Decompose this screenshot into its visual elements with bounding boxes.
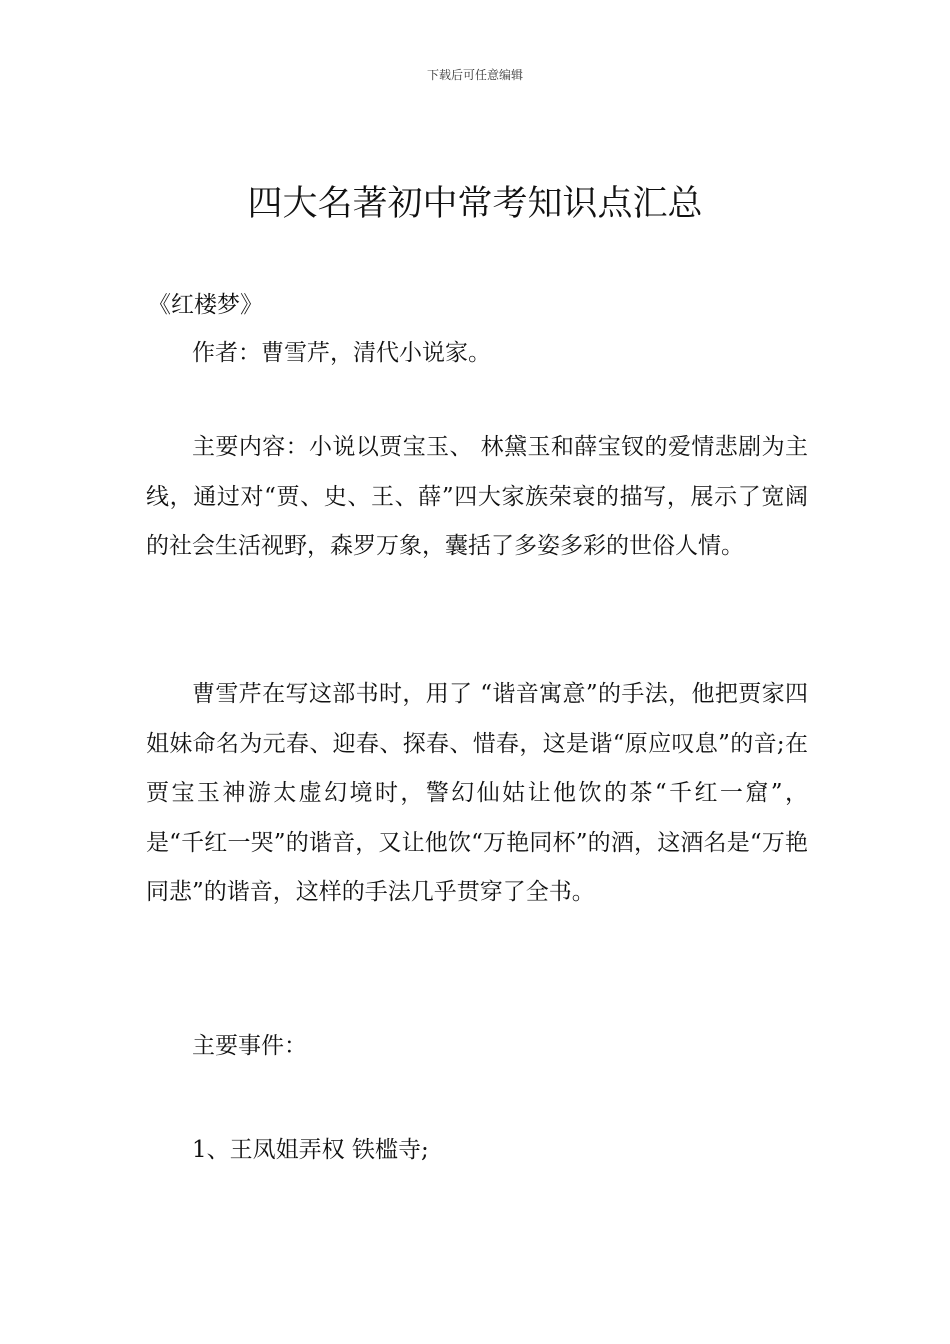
document-title: 四大名著初中常考知识点汇总 [247, 184, 703, 224]
events-label: 主要事件： [192, 1033, 307, 1059]
main-content-paragraph: 主要内容：小说以贾宝玉、 林黛玉和薛宝钗的爱情悲剧为主线，通过对“贾、史、王、薛”四大家族荣衰的描写，展示了宽阔的社会生活视野，森罗万象，囊括了多姿多彩的世俗人情。 [146, 434, 808, 559]
technique-paragraph: 曹雪芹在写这部书时，用了 “谐音寓意”的手法，他把贾家四姐妹命名为元春、迎春、探春、惜春，这是谐“原应叹息”的音;在贾宝玉神游太虚幻境时，警幻仙姑让他饮的茶“千红一窟”， 是“千红一哭”的谐音，又让他饮“万艳同杯”的酒，这酒名是“万艳同悲”的谐音，这样的手法几乎贯穿了全书。 [146, 681, 808, 905]
author-line: 作者：曹雪芹，清代小说家。 [192, 340, 491, 366]
header-note: 下载后可任意编辑 [426, 68, 523, 82]
event-item: 1、王凤姐弄权 铁槛寺; [192, 1137, 429, 1163]
book-title: 《红楼梦》 [148, 292, 263, 318]
